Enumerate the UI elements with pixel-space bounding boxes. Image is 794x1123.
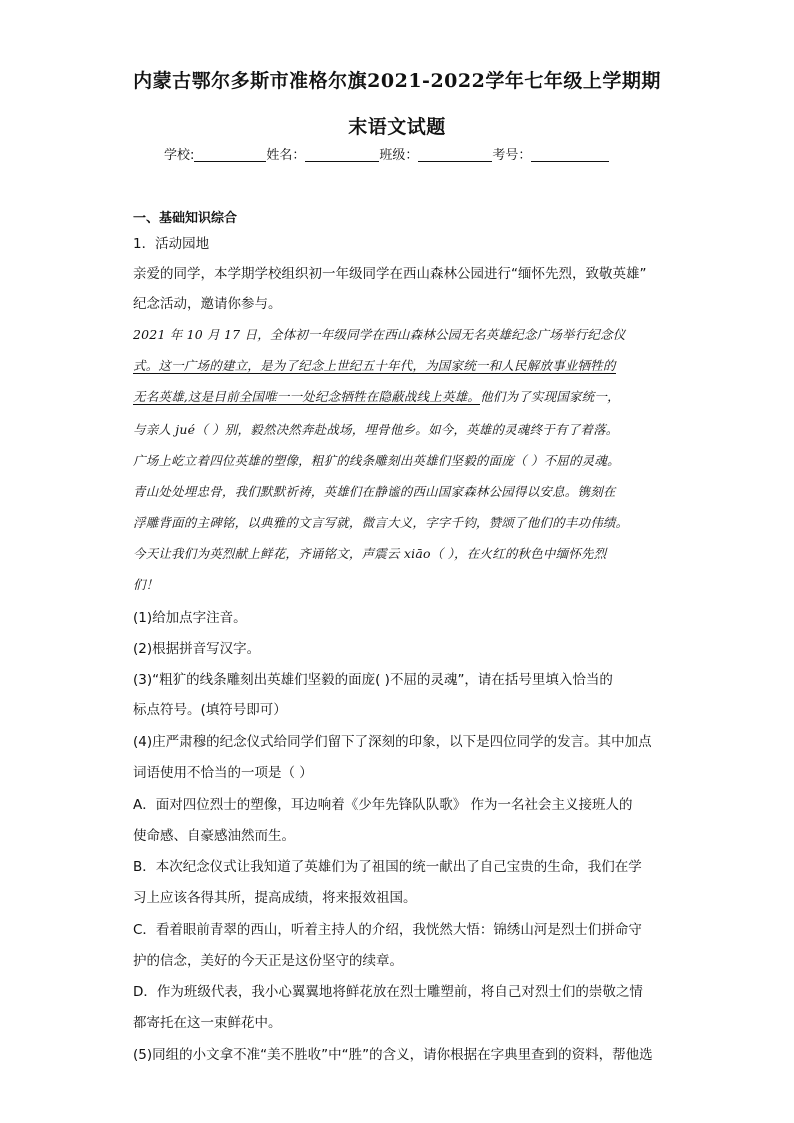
class-blank <box>418 147 492 162</box>
option-d: D．作为班级代表，我小心翼翼地将鲜花放在烈士雕塑前，将自己对烈士们的崇敬之情 <box>133 984 643 1000</box>
underlined-text: 无名英雄,这是目前全国唯一一处纪念牺牲在隐蔽战线上英雄。 <box>133 389 481 404</box>
section-heading: 一、基础知识综合 <box>133 211 238 226</box>
passage-line: 与亲人 jué（ ）别，毅然决然奔赴战场，埋骨他乡。如今，英雄的灵魂终于有了着落。 <box>133 422 619 437</box>
intro-line-2: 纪念活动，邀请你参与。 <box>133 296 282 312</box>
name-blank <box>305 147 379 162</box>
option-a-cont: 使命感、自豪感油然而生。 <box>133 828 295 844</box>
page-title-line-1: 内蒙古鄂尔多斯市准格尔旗2021-2022学年七年级上学期期 <box>133 70 661 92</box>
underlined-text: 式。这一广场的建立，是为了纪念上世纪五十年代，为国家统一和人民解放事业牺牲的 <box>133 358 616 373</box>
passage-line: 浮雕背面的主碑铭，以典雅的文言写就，微言大义，字字千钧，赞颂了他们的丰功伟绩。 <box>133 515 629 530</box>
school-label: 学校: <box>164 148 195 163</box>
passage-line <box>133 356 663 376</box>
passage-line: 青山处处埋忠骨，我们默默祈祷，英雄们在静谧的西山国家森林公园得以安息。镌刻在 <box>133 484 616 499</box>
passage-text: 他们为了实现国家统一， <box>480 389 620 404</box>
option-d-cont: 都寄托在这一束鲜花中。 <box>133 1015 282 1031</box>
sub-question-3-cont: 标点符号。(填符号即可） <box>133 702 287 718</box>
student-info-row <box>164 144 609 163</box>
option-a: A．面对四位烈士的塑像，耳边响着《少年先锋队队歌》 作为一名社会主义接班人的 <box>133 797 633 813</box>
sub-question-3: (3)“粗犷的线条雕刻出英雄们坚毅的面庞( )不屈的灵魂”，请在括号里填入恰当的 <box>133 672 613 688</box>
sub-question-4-cont: 词语使用不恰当的一项是（ ） <box>133 765 313 781</box>
school-blank <box>194 147 266 162</box>
option-c-cont: 护的信念，美好的今天正是这份坚守的续章。 <box>133 953 403 969</box>
sub-question-1: (1)给加点字注音。 <box>133 610 247 626</box>
passage-line: 广场上屹立着四位英雄的塑像，粗犷的线条雕刻出英雄们坚毅的面庞（ ）不屈的灵魂。 <box>133 453 620 468</box>
id-label: 考号： <box>492 148 532 163</box>
option-b: B．本次纪念仪式让我知道了英雄们为了祖国的统一献出了自己宝贵的生命，我们在学 <box>133 859 642 875</box>
intro-line-1: 亲爱的同学，本学期学校组织初一年级同学在西山森林公园进行“缅怀先烈，致敬英雄” <box>133 266 647 282</box>
option-b-cont: 习上应该各得其所，提高成绩，将来报效祖国。 <box>133 890 417 906</box>
name-label: 姓名： <box>266 148 306 163</box>
option-c: C．看着眼前青翠的西山，听着主持人的介绍，我恍然大悟：锦绣山河是烈士们拼命守 <box>133 922 642 938</box>
passage-line: 2021 年 10 月 17 日，全体初一年级同学在西山森林公园无名英雄纪念广场举行纪念仪 <box>133 327 626 342</box>
sub-question-2: (2)根据拼音写汉字。 <box>133 641 261 657</box>
sub-question-5: (5)同组的小文拿不准“美不胜收”中“胜”的含义，请你根据在字典里查到的资料，帮他选 <box>133 1047 653 1063</box>
sub-question-4: (4)庄严肃穆的纪念仪式给同学们留下了深刻的印象，以下是四位同学的发言。其中加点 <box>133 734 652 750</box>
class-label: 班级： <box>379 148 419 163</box>
passage-line <box>133 387 663 407</box>
id-blank <box>531 147 609 162</box>
passage-line: 们！ <box>133 577 159 592</box>
page-title-line-2: 末语文试题 <box>348 116 446 138</box>
passage-line: 今天让我们为英烈献上鲜花，齐诵铭文，声震云 xiāo（ ），在火红的秋色中缅怀先烈 <box>133 546 607 561</box>
question-number: 1．活动园地 <box>133 236 210 252</box>
